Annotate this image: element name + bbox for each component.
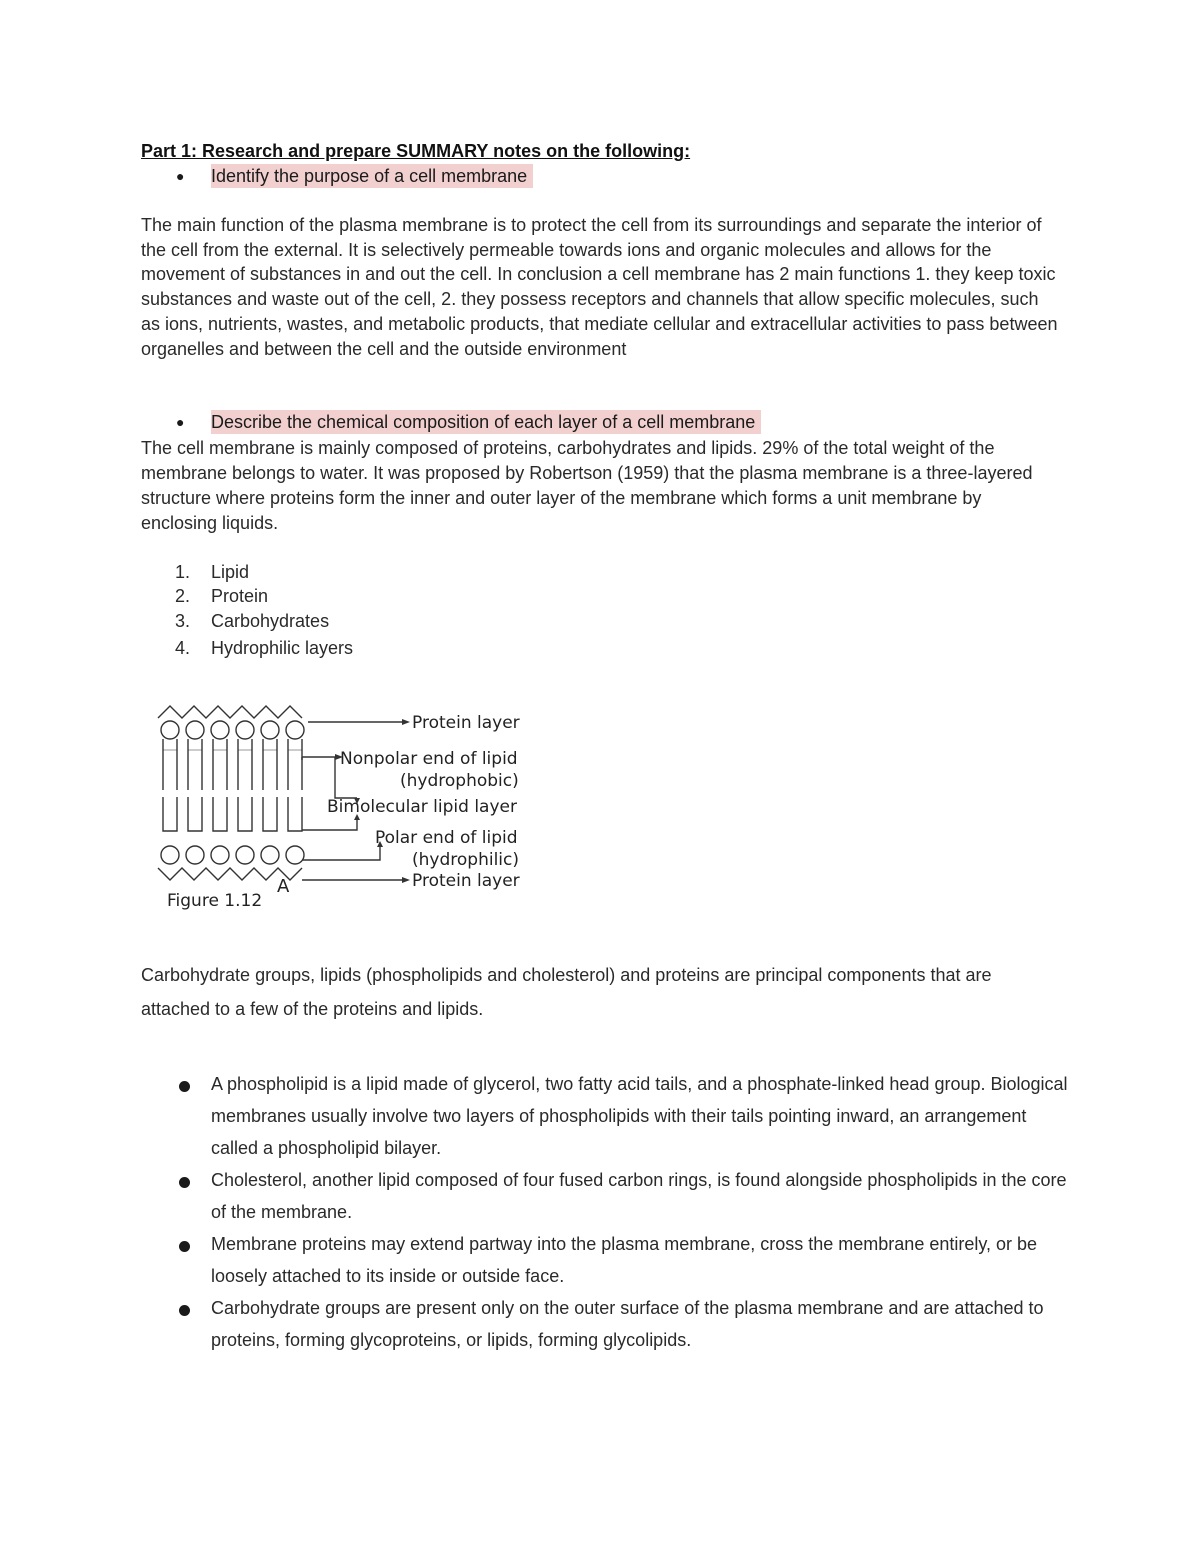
highlighted-task: Identify the purpose of a cell membrane [211,164,533,188]
purpose-paragraph: The main function of the plasma membrane is to protect the cell from its surroundings and separate the interior of the cell from the external. It is selectively permeable towards ions and organic molecules and allows for the movement of substances in and out the cell. In conclusion a cell membrane has 2 main functions 1. they keep toxic substances and waste out of the cell, 2. they possess receptors and channels that allow specific molecules, such as ions, nutrients, wastes, and metabolic products, that mediate cellular and extracellular activities to pass between organelles and between the cell and the outside environment [141,215,1058,359]
list-item: Carbohydrate groups are present only on the outer surface of the plasma membrane and are attached to proteins, forming glycoproteins, or lipids, forming glycolipids. [141,1292,1071,1356]
bullet-icon [179,1081,190,1092]
label-protein-layer-top: Protein layer [412,713,520,733]
highlighted-task: Describe the chemical composition of each layer of a cell membrane [211,410,761,434]
bullet-icon [179,1305,190,1316]
label-nonpolar-end: Nonpolar end of lipid [340,749,518,769]
list-item: Membrane proteins may extend partway into the plasma membrane, cross the membrane entirely, or be loosely attached to its inside or outside face. [141,1228,1071,1292]
label-polar-end: Polar end of lipid [375,828,518,848]
document-page: Part 1: Research and prepare SUMMARY notes on the following: ● Identify the purpose of a cell membrane The main function of the plasma membrane is to protect the cell from its surroundings and separate the interior of the cell from the external. It is selectively permeable towards ions and organic molecules and allows for the movement of substances in and out the cell. In conclusion a cell membrane has 2 main functions 1. they keep toxic substances and waste out of the cell, 2. they possess receptors and channels that allow specific molecules, such as ions, nutrients, wastes, and metabolic products, that mediate cellular and extracellular activities to pass between organelles and between the cell and the outside environment ● Describe the chemical composition of each layer of a cell membrane The cell membrane is mainly composed of proteins, carbohydrates and lipids. 29% of the total weight of the membrane belongs to water. It was proposed by Robertson (1959) that the plasma membrane is a three-layered structure where proteins form the inner and outer layer of the membrane which forms a unit membrane by enclosing liquids. 1. Lipid 2. Protein 3. Carbohydrates 4. Hydrophilic layers Protein layer Nonpolar end of lipid (hydrophobic) Bimolecular lipid layer Polar end of lipid (hydrophilic) Protein layer A Figure 1.12 Carbohydrate groups, lipids (phospholipids and cholesterol) and proteins are principal components that are attached to a few of the proteins and lipids. A phospholipid is a lipid made of glycerol, two fatty acid tails, and a phosphate-linked head group. Biological membranes usually involve two layers of phospholipids with their tails pointing inward, an arrangement called a phospholipid bilayer. Cholesterol, another lipid composed of four fused carbon rings, is found alongside phospholipids in the core of the membrane. Membrane proteins may extend partway into the plasma membrane, cross the membrane entirely, or be loosely attached to its inside or outside face. Carbohydrate groups are present only on the outer surface of the plasma membrane and are attached to proteins, forming glycoproteins, or lipids, forming glycolipids. [0,0,1200,1553]
list-item: Cholesterol, another lipid composed of four fused carbon rings, is found alongside phospholipids in the core of the membrane. [141,1164,1071,1228]
bullet-icon: ● [176,414,185,430]
bullet-icon [179,1177,190,1188]
label-protein-layer-bottom: Protein layer [412,871,520,891]
list-item: A phospholipid is a lipid made of glycerol, two fatty acid tails, and a phosphate-linked head group. Biological membranes usually involve two layers of phospholipids with their tails pointing inward, an arrangement called a phospholipid bilayer. [141,1068,1071,1164]
figure-caption: Figure 1.12 [167,891,263,911]
membrane-diagram [150,700,550,915]
label-hydrophobic: (hydrophobic) [400,771,519,791]
top-protein-zigzag [158,706,302,718]
bullet-icon [179,1241,190,1252]
page-heading: Part 1: Research and prepare SUMMARY notes on the following: [141,141,691,161]
bullet-icon: ● [176,168,185,184]
composition-paragraph: The cell membrane is mainly composed of proteins, carbohydrates and lipids. 29% of the total weight of the membrane belongs to water. It was proposed by Robertson (1959) that the plasma membrane is a three-layered structure where proteins form the inner and outer layer of the membrane which forms a unit membrane by enclosing liquids. [141,438,1033,533]
label-hydrophilic: (hydrophilic) [412,850,519,870]
figure-letter: A [277,876,290,897]
components-bullet-list [141,1068,1071,1356]
label-bimolecular-layer: Bimolecular lipid layer [327,797,517,817]
components-paragraph: Carbohydrate groups, lipids (phospholipids and cholesterol) and proteins are principal components that are attached to a few of the proteins and lipids. [141,965,992,1019]
